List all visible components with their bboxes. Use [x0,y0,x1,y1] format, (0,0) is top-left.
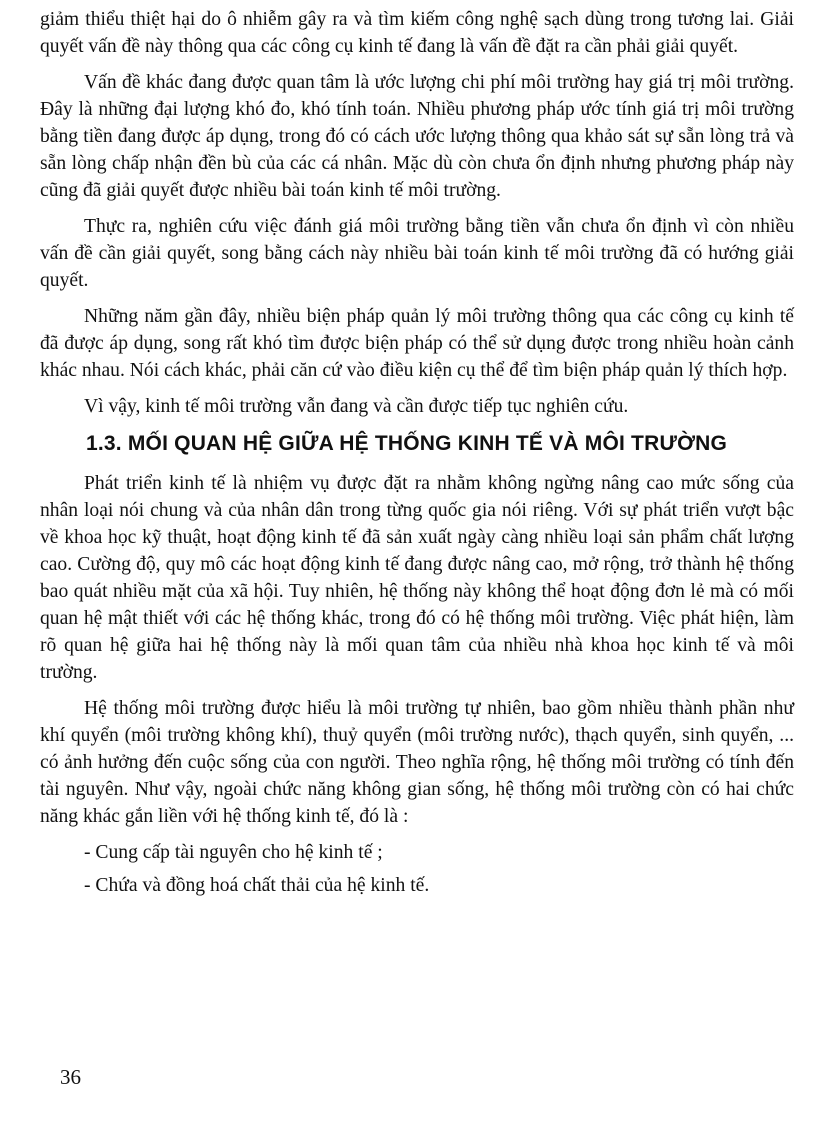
page-number: 36 [60,1065,81,1089]
paragraph: Phát triển kinh tế là nhiệm vụ được đặt ra nhằm không ngừng nâng cao mức sống của nhân loại nói chung và của nhân dân trong từng quốc gia nói riêng. Với sự phát triển vượt bậc về khoa học kỹ thuật, hoạt động kinh tế đã sản xuất ngày càng nhiều loại sản phẩm chất lượng cao. Cường độ, quy mô các hoạt động kinh tế đang được nâng cao, mở rộng, trở thành hệ thống bao quát nhiều mặt của xã hội. Tuy nhiên, hệ thống này không thể hoạt động đơn lẻ mà có mối quan hệ mật thiết với các hệ thống khác, trong đó có hệ thống môi trường. Việc phát hiện, làm rõ quan hệ giữa hai hệ thống này là mối quan tâm của nhiều nhà khoa học kinh tế và môi trường. [40,473,794,683]
paragraph: Những năm gần đây, nhiều biện pháp quản lý môi trường thông qua các công cụ kinh tế đã được áp dụng, song rất khó tìm được biện pháp có thể sử dụng được trong nhiều hoàn cảnh khác nhau. Nói cách khác, phải căn cứ vào điều kiện cụ thể để tìm biện pháp quản lý thích hợp. [40,306,794,381]
paragraph: Hệ thống môi trường được hiểu là môi trường tự nhiên, bao gồm nhiều thành phần như khí quyển (môi trường không khí), thuỷ quyển (môi trường nước), thạch quyển, sinh quyển, ... có ảnh hưởng đến cuộc sống của con người. Theo nghĩa rộng, hệ thống môi trường có tính đến tài nguyên. Như vậy, ngoài chức năng không gian sống, hệ thống môi trường còn có hai chức năng khác gắn liền với hệ thống kinh tế, đó là : [40,698,794,827]
paragraph: Vì vậy, kinh tế môi trường vẫn đang và cần được tiếp tục nghiên cứu. [84,396,629,417]
page-content [40,6,794,905]
list-item: - Chứa và đồng hoá chất thải của hệ kinh tế. [84,875,430,896]
paragraph: giảm thiểu thiệt hại do ô nhiễm gây ra và tìm kiếm công nghệ sạch dùng trong tương lai. Giải quyết vấn đề này thông qua các công cụ kinh tế đang là vấn đề đặt ra cần phải giải quyết. [40,9,794,57]
list-item: - Cung cấp tài nguyên cho hệ kinh tế ; [84,842,383,863]
paragraph: Vấn đề khác đang được quan tâm là ước lượng chi phí môi trường hay giá trị môi trường. Đây là những đại lượng khó đo, khó tính toán. Nhiều phương pháp ước tính giá trị môi trường bằng tiền đang được áp dụng, trong đó có cách ước lượng thông qua khảo sát sự sẵn lòng trả và sẵn lòng chấp nhận đền bù của các cá nhân. Mặc dù còn chưa ổn định nhưng phương pháp này cũng đã giải quyết được nhiều bài toán kinh tế môi trường. [40,72,794,201]
section-heading: 1.3. MỐI QUAN HỆ GIỮA HỆ THỐNG KINH TẾ VÀ MÔI TRƯỜNG [86,432,728,455]
paragraph: Thực ra, nghiên cứu việc đánh giá môi trường bằng tiền vẫn chưa ổn định vì còn nhiều vấn đề cần giải quyết, song bằng cách này nhiều bài toán kinh tế môi trường đã có hướng giải quyết. [40,216,794,291]
